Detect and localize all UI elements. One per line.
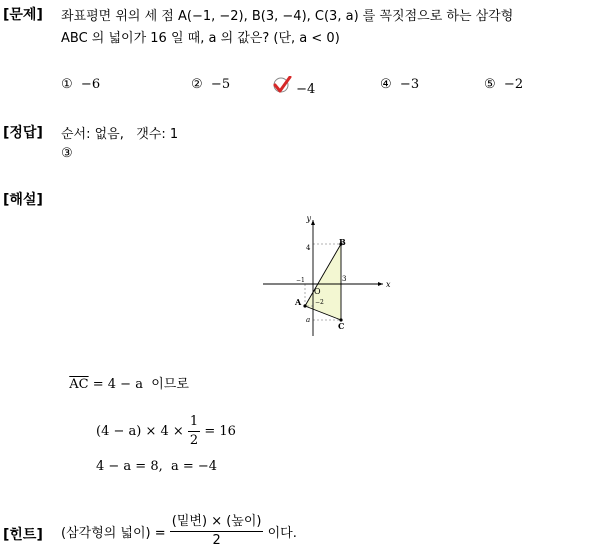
tick-4: 4 (306, 244, 311, 252)
ac-statement-rest: = 4 − a 이므로 (88, 377, 189, 392)
problem-line-1: 좌표평면 위의 세 점 A(−1, −2), B(3, −4), C(3, a) 를 꼭짓점으로 하는 삼각형 (61, 9, 514, 24)
y-axis-label: y (306, 214, 311, 223)
triangle-fill (305, 244, 341, 320)
choice-5[interactable] (484, 77, 523, 92)
explanation-label: [해설] (3, 192, 43, 208)
answer-label: [정답] (3, 125, 43, 141)
problem-line-2: ABC 의 넓이가 16 일 때, a 의 값은? (단, a < 0) (61, 31, 340, 46)
ac-statement (61, 358, 189, 392)
choice-5-text: −2 (503, 77, 524, 92)
choice-1[interactable] (61, 77, 100, 92)
equation-1-right: = 16 (204, 424, 236, 439)
point-a-label: A (295, 297, 302, 307)
answer-choice: ③ (61, 146, 73, 161)
x-axis-arrow-icon (378, 282, 383, 286)
point-a (303, 304, 306, 307)
hint-tail: 이다. (267, 526, 297, 541)
hint-lhs: (삼각형의 넓이) = (61, 526, 166, 541)
equation-1 (96, 413, 236, 450)
coordinate-graph (255, 212, 395, 342)
hint-denominator: 2 (212, 533, 221, 548)
equation-1-denominator: 2 (189, 433, 199, 448)
answer-line-1: 순서: 없음, 갯수: 1 (61, 127, 179, 142)
hint-numerator: (밑변) × (높이) (170, 513, 264, 532)
tick-neg2: −2 (315, 299, 324, 306)
tick-neg1: −1 (296, 277, 305, 284)
point-c-label: C (338, 321, 345, 331)
problem-label: [문제] (3, 7, 43, 23)
choice-2[interactable] (191, 77, 230, 92)
ac-segment: $\overline{AC}$ (69, 377, 89, 392)
tick-a: a (306, 316, 311, 324)
origin-label: O (314, 287, 321, 296)
choice-1-text: −6 (80, 77, 101, 92)
hint-label: [힌트] (3, 527, 43, 543)
choice-3[interactable] (272, 77, 315, 97)
point-b-label: B (339, 237, 346, 247)
hint-statement (61, 513, 297, 550)
tick-3: 3 (342, 275, 347, 283)
equation-1-fraction (188, 413, 200, 450)
x-axis-label: x (386, 280, 391, 289)
y-axis-arrow-icon (311, 220, 315, 225)
equation-1-left: (4 − a) × 4 × (96, 424, 184, 439)
equation-2: 4 − a = 8, a = −4 (96, 459, 218, 474)
choice-2-number: ② (191, 77, 203, 92)
choice-4-text: −3 (399, 77, 420, 92)
choice-2-text: −5 (210, 77, 231, 92)
choice-4-number: ④ (380, 77, 392, 92)
choice-1-number: ① (61, 77, 73, 92)
equation-1-numerator: 1 (188, 413, 200, 432)
choice-5-number: ⑤ (484, 77, 496, 92)
choice-4[interactable] (380, 77, 419, 92)
choice-3-text: −4 (296, 82, 316, 97)
hint-fraction (170, 513, 264, 550)
check-mark-icon (272, 77, 292, 93)
